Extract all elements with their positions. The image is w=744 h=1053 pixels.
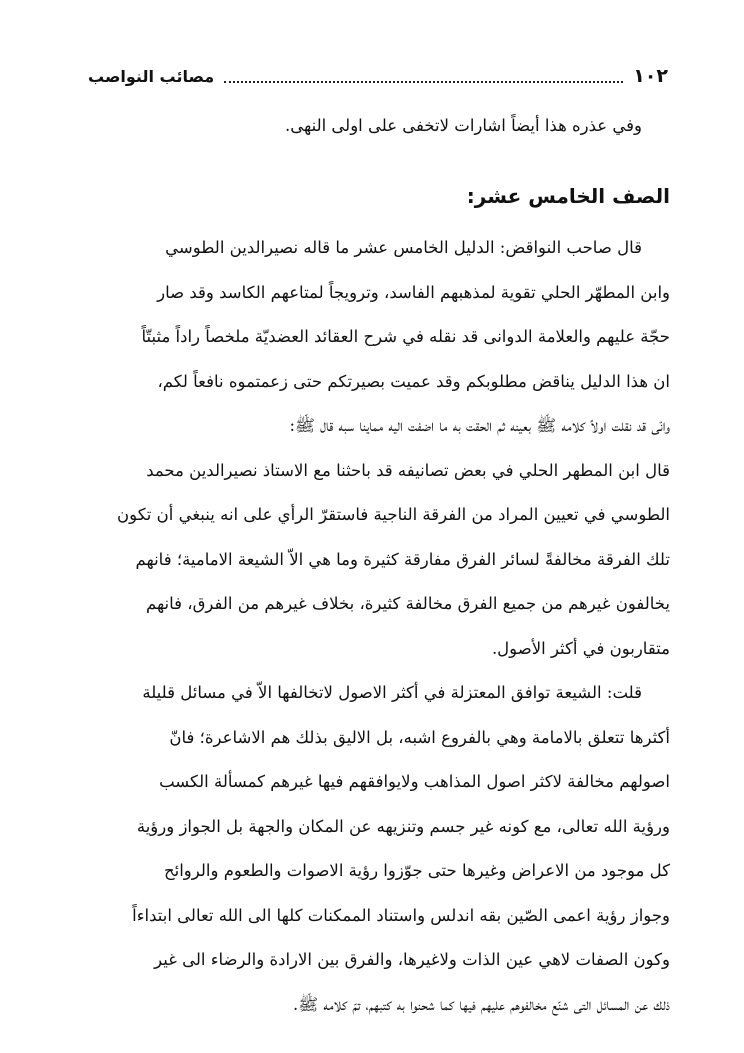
intro-paragraph (86, 104, 670, 149)
text-line: وجواز رؤية اعمى الصّين بقه اندلس واستناد الممكنات كلها الى الله تعالى ابتداءاً (132, 905, 670, 925)
text-line: يخالفون غيرهم من جميع الفرق مخالفة كثيرة، بخلاف غيرهم من الفرق، فانهم (145, 594, 670, 613)
text-line: وابن المطهّر الحلي تقوية لمذهبهم الفاسد، وترويجاً لمتاعهم الكاسد وقد صار (157, 282, 670, 302)
text-line: وكون الصفات لاهي عين الذات ولاغيرها، والفرق بين الارادة والرضاء الى غير (154, 950, 670, 969)
paragraph-2 (86, 671, 670, 1027)
header-dot-leader (224, 69, 623, 83)
text-line: متقاربون في أكثر الأصول. (491, 638, 670, 658)
text-line: وانّى قد نقلت اولاً كلامه ﷺ بعينه ثم الحقت به ما اضفت اليه مماينا سبه قال ﷺ: (289, 416, 670, 435)
text-line: ان هذا الدليل يناقض مطلوبكم وقد عميت بصيرتكم حتى زعمتموه نافعاً لكم، (157, 371, 670, 391)
text-line: أكثرها تتعلق بالامامة وهي بالفروع اشبه، بل الاليق بذلك هم الاشاعرة؛ فانّ (169, 727, 670, 747)
body-text (86, 226, 670, 1027)
paragraph-1 (86, 226, 670, 671)
page-number: ١٠٢ (633, 65, 668, 87)
running-header (88, 62, 668, 90)
text-line: ذلك عن المسائل التى شنّع مخالفوهم عليهم فيها كما شحنوا به كتبهم، تمّ كلامه ﷺ. (292, 994, 670, 1014)
text-line: قال صاحب النواقض: الدليل الخامس عشر ما قاله نصيرالدين الطوسي (165, 238, 642, 257)
section-heading: الصف الخامس عشر: (466, 184, 670, 208)
text-line: الطوسي في تعيين المراد من الفرقة الناجية فاستقرّ الرأي على انه ينبغي أن تكون (117, 505, 670, 524)
text-line: ورؤية الله تعالى، مع كونه غير جسم وتنزيهه عن المكان والجهة بل الجواز ورؤية (136, 816, 670, 836)
text-line: اصولهم مخالفة لاكثر اصول المذاهب ولايوافقهم فيها غيرهم كمسألة الكسب (159, 772, 670, 791)
text-line: كل موجود من الاعراض وغيرها حتى جوّزوا رؤية الاصوات والطعوم والروائح (163, 861, 670, 880)
text-line: قال ابن المطهر الحلي في بعض تصانيفه قد باحثنا مع الاستاذ نصيرالدين محمد (146, 460, 670, 480)
text-line: قلت: الشيعة توافق المعتزلة في أكثر الاصول لاتخالفها الاّ في مسائل قليلة (142, 683, 642, 702)
running-title: مصائب النواصب (88, 66, 215, 86)
text-line: وفي عذره هذا أيضاً اشارات لاتخفى على اولى النهى. (284, 116, 642, 135)
text-line: حجّة عليهم والعلامة الدوانى قد نقله في شرح العقائد العضديّة ملخصاً راداً مثبتّاً (141, 327, 670, 346)
text-line: تلك الفرقة مخالفةً لسائر الفرق مفارقة كثيرة وما هي الاّ الشيعة الامامية؛ فانهم (135, 549, 670, 569)
